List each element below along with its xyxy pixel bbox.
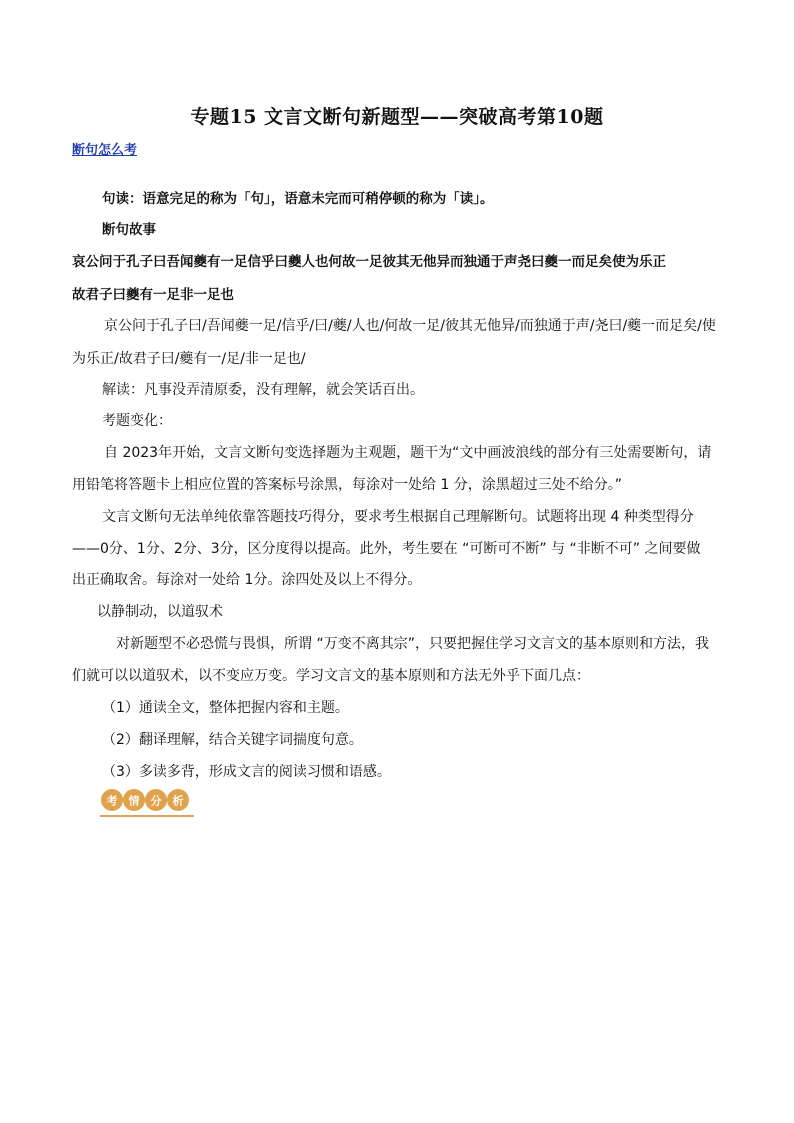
paragraph-line: 哀公问于孔子曰吾闻夔有一足信乎曰夔人也何故一足彼其无他异而独通于声尧曰夔一而足矣使为乐正 (72, 254, 666, 270)
paragraph-line: 用铅笔将答题卡上相应位置的答案标号涂黑，每涂对一处给 1 分，涂黑超过三处不给分。” (72, 477, 623, 493)
section-link[interactable]: 断句怎么考 (72, 143, 138, 158)
paragraph-line: 解读：凡事没弄清原委，没有理解，就会笑话百出。 (102, 382, 424, 398)
paragraph-line: （2）翻译理解，结合关键字词揣度句意。 (102, 732, 363, 748)
exam-analysis-seal-icon (100, 786, 196, 822)
page-title: 专题15 文言文断句新题型——突破高考第10题 (190, 106, 604, 128)
paragraph-line: 文言文断句无法单纯依靠答题技巧得分，要求考生根据自己理解断句。试题将出现 4 种类型得分 (102, 509, 694, 525)
paragraph-line: 出正确取舍。每涂对一处给 1分。涂四处及以上不得分。 (72, 572, 422, 588)
svg-text:情: 情 (128, 794, 140, 808)
paragraph-line: （1）通读全文，整体把握内容和主题。 (102, 700, 349, 716)
paragraph-line: 断句故事 (102, 222, 156, 238)
svg-text:析: 析 (172, 794, 184, 808)
paragraph-line: 考题变化： (102, 413, 172, 429)
paragraph-line: （3）多读多背，形成文言的阅读习惯和语感。 (102, 764, 391, 780)
svg-text:考: 考 (106, 794, 118, 808)
paragraph-line: 对新题型不必恐慌与畏惧，所谓 “万变不离其宗”，只要把握住学习文言文的基本原则和方法，我 (116, 636, 709, 652)
paragraph-line: 自 2023年开始，文言文断句变选择题为主观题，题干为“文中画波浪线的部分有三处需要断句，请 (104, 445, 712, 461)
paragraph-line: 为乐正/故君子曰/夔有一/足/非一足也/ (72, 351, 306, 367)
paragraph-line: 故君子曰夔有一足非一足也 (72, 287, 234, 303)
paragraph-line: ——0分、1分、2分、3分，区分度得以提高。此外，考生要在 “可断可不断” 与 “非断不可” 之间要做 (72, 541, 701, 557)
svg-text:分: 分 (150, 794, 162, 808)
paragraph-line: 京公问于孔子曰/吾闻夔一足/信乎/曰/夔/人也/何故一足/彼其无他异/而独通于声/尧曰/夔一而足矣/使 (104, 318, 716, 334)
paragraph-line: 们就可以以道驭术，以不变应万变。学习文言文的基本原则和方法无外乎下面几点： (72, 668, 590, 684)
paragraph-line: 句读：语意完足的称为「句」，语意未完而可稍停顿的称为「读」。 (102, 191, 494, 207)
paragraph-line: 以静制动，以道驭术 (97, 604, 223, 620)
